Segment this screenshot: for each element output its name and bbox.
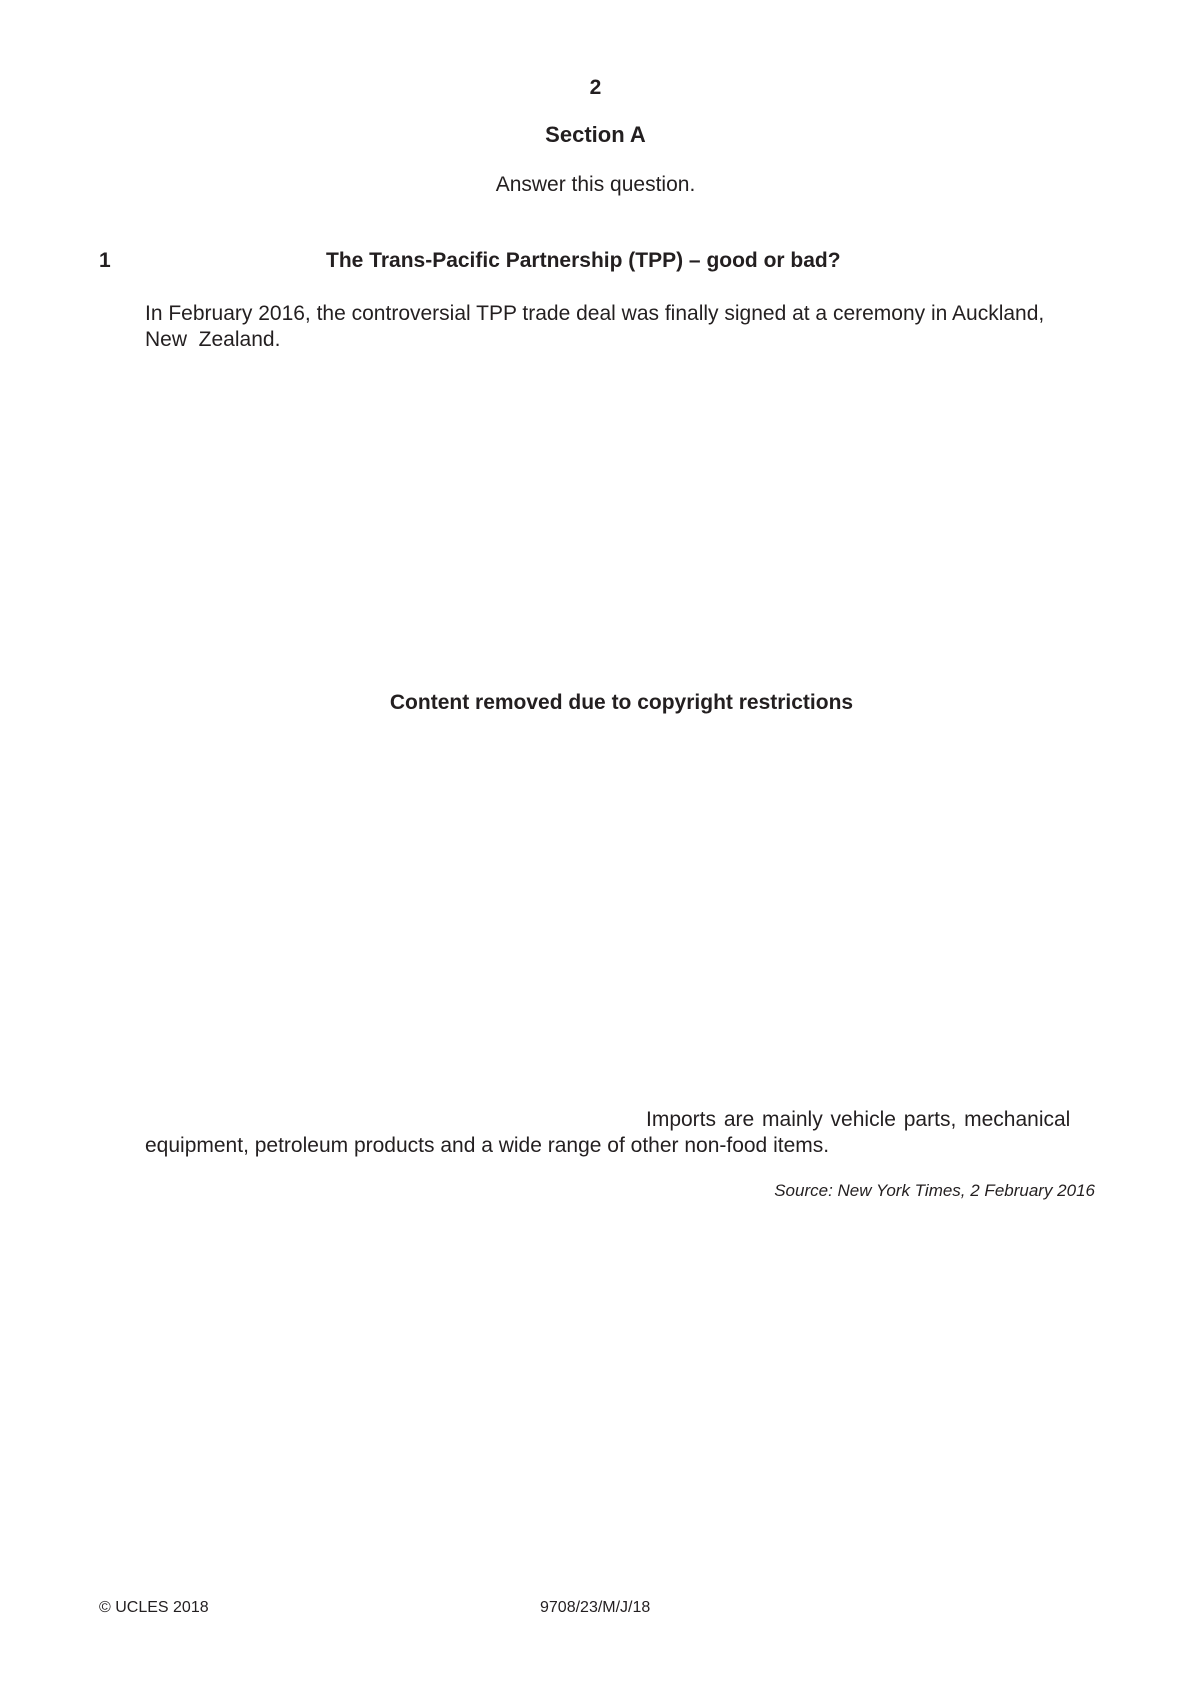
section-title: Section A [545, 122, 646, 147]
page-number: 2 [589, 76, 602, 99]
footer-copyright: © UCLES 2018 [99, 1599, 209, 1616]
intro-line-2: New Zealand. [145, 328, 281, 351]
copyright-removed-notice: Content removed due to copyright restrictions [389, 691, 854, 714]
imports-paragraph [145, 1107, 1100, 1159]
section-instruction: Answer this question. [495, 173, 696, 196]
source-citation: Source: New York Times, 2 February 2016 [774, 1181, 1095, 1200]
imports-line-1: Imports are mainly vehicle parts, mechanical [646, 1108, 1071, 1131]
question-number: 1 [99, 249, 111, 272]
footer-paper-code: 9708/23/M/J/18 [540, 1599, 651, 1616]
intro-line-1: In February 2016, the controversial TPP trade deal was finally signed at a ceremony in Auckland, [145, 302, 1045, 325]
imports-line-2: equipment, petroleum products and a wide range of other non-food items. [145, 1134, 830, 1157]
question-title: The Trans-Pacific Partnership (TPP) – good or bad? [326, 249, 841, 272]
intro-paragraph [145, 301, 1100, 353]
